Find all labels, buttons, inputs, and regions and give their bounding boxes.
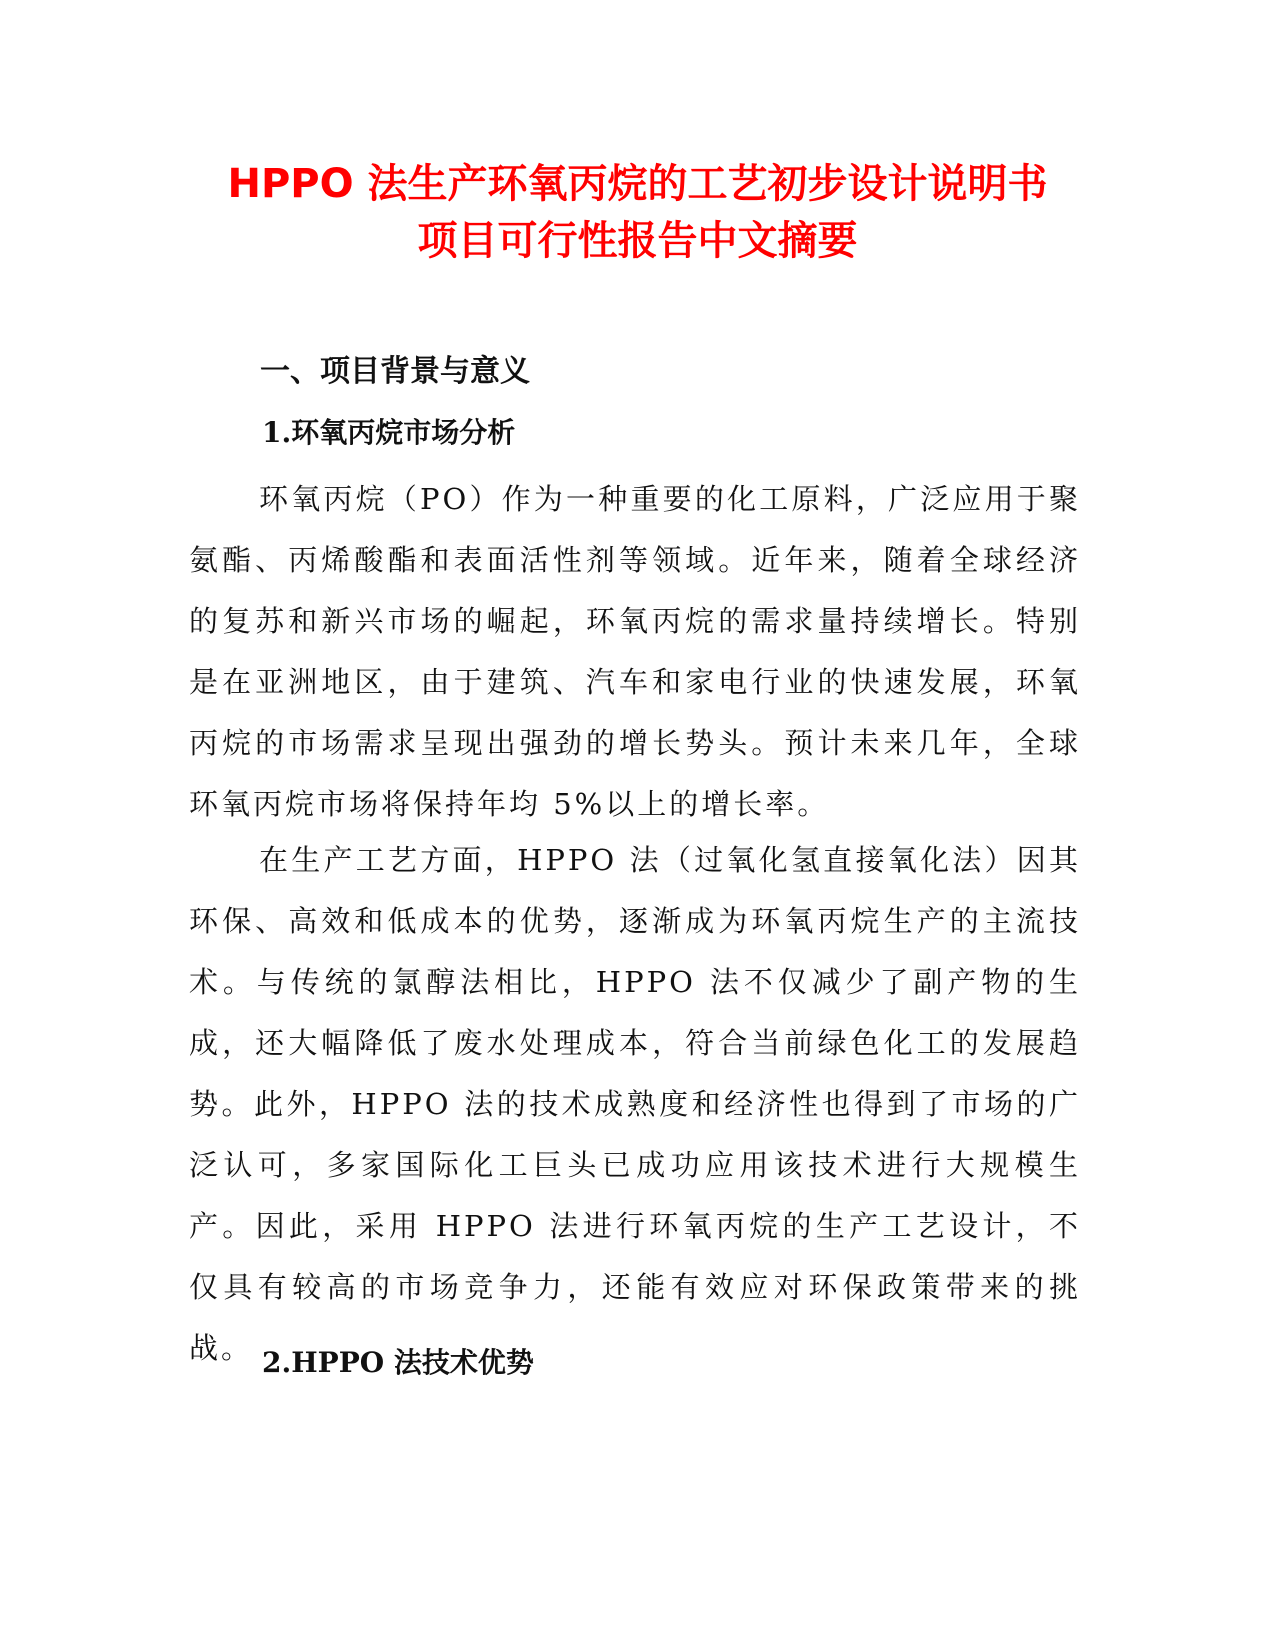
document-title-line-2: 项目可行性报告中文摘要 — [417, 218, 858, 264]
section-heading-background: 一、项目背景与意义 — [260, 354, 530, 389]
paragraph-process-overview: 在生产工艺方面，HPPO 法（过氧化氢直接氧化法）因其环保、高效和低成本的优势，逐渐成为环氧丙烷生产的主流技术。与传统的氯醇法相比，HPPO 法不仅减少了副产物的生成，还大幅降低了废水处理成本，符合当前绿色化工的发展趋势。此外，HPPO 法的技术成熟度和经济性也得到了市场的广泛认可，多家国际化工巨头已成功应用该技术进行大规模生产。因此，采用 HPPO 法进行环氧丙烷的生产工艺设计，不仅具有较高的市场竞争力，还能有效应对环保政策带来的挑战。 — [189, 843, 1081, 1365]
paragraph-market-analysis: 环氧丙烷（PO）作为一种重要的化工原料，广泛应用于聚氨酯、丙烯酸酯和表面活性剂等领域。近年来，随着全球经济的复苏和新兴市场的崛起，环氧丙烷的需求量持续增长。特别是在亚洲地区，由于建筑、汽车和家电行业的快速发展，环氧丙烷的市场需求呈现出强劲的增长势头。预计未来几年，全球环氧丙烷市场将保持年均 5%以上的增长率。 — [189, 482, 1081, 821]
document-title-line-1: HPPO 法生产环氧丙烷的工艺初步设计说明书 — [227, 161, 1048, 207]
subsection-heading-market-analysis: 1.环氧丙烷市场分析 — [262, 416, 516, 449]
subsection-heading-technical-advantages: 2.HPPO 法技术优势 — [262, 1346, 534, 1379]
